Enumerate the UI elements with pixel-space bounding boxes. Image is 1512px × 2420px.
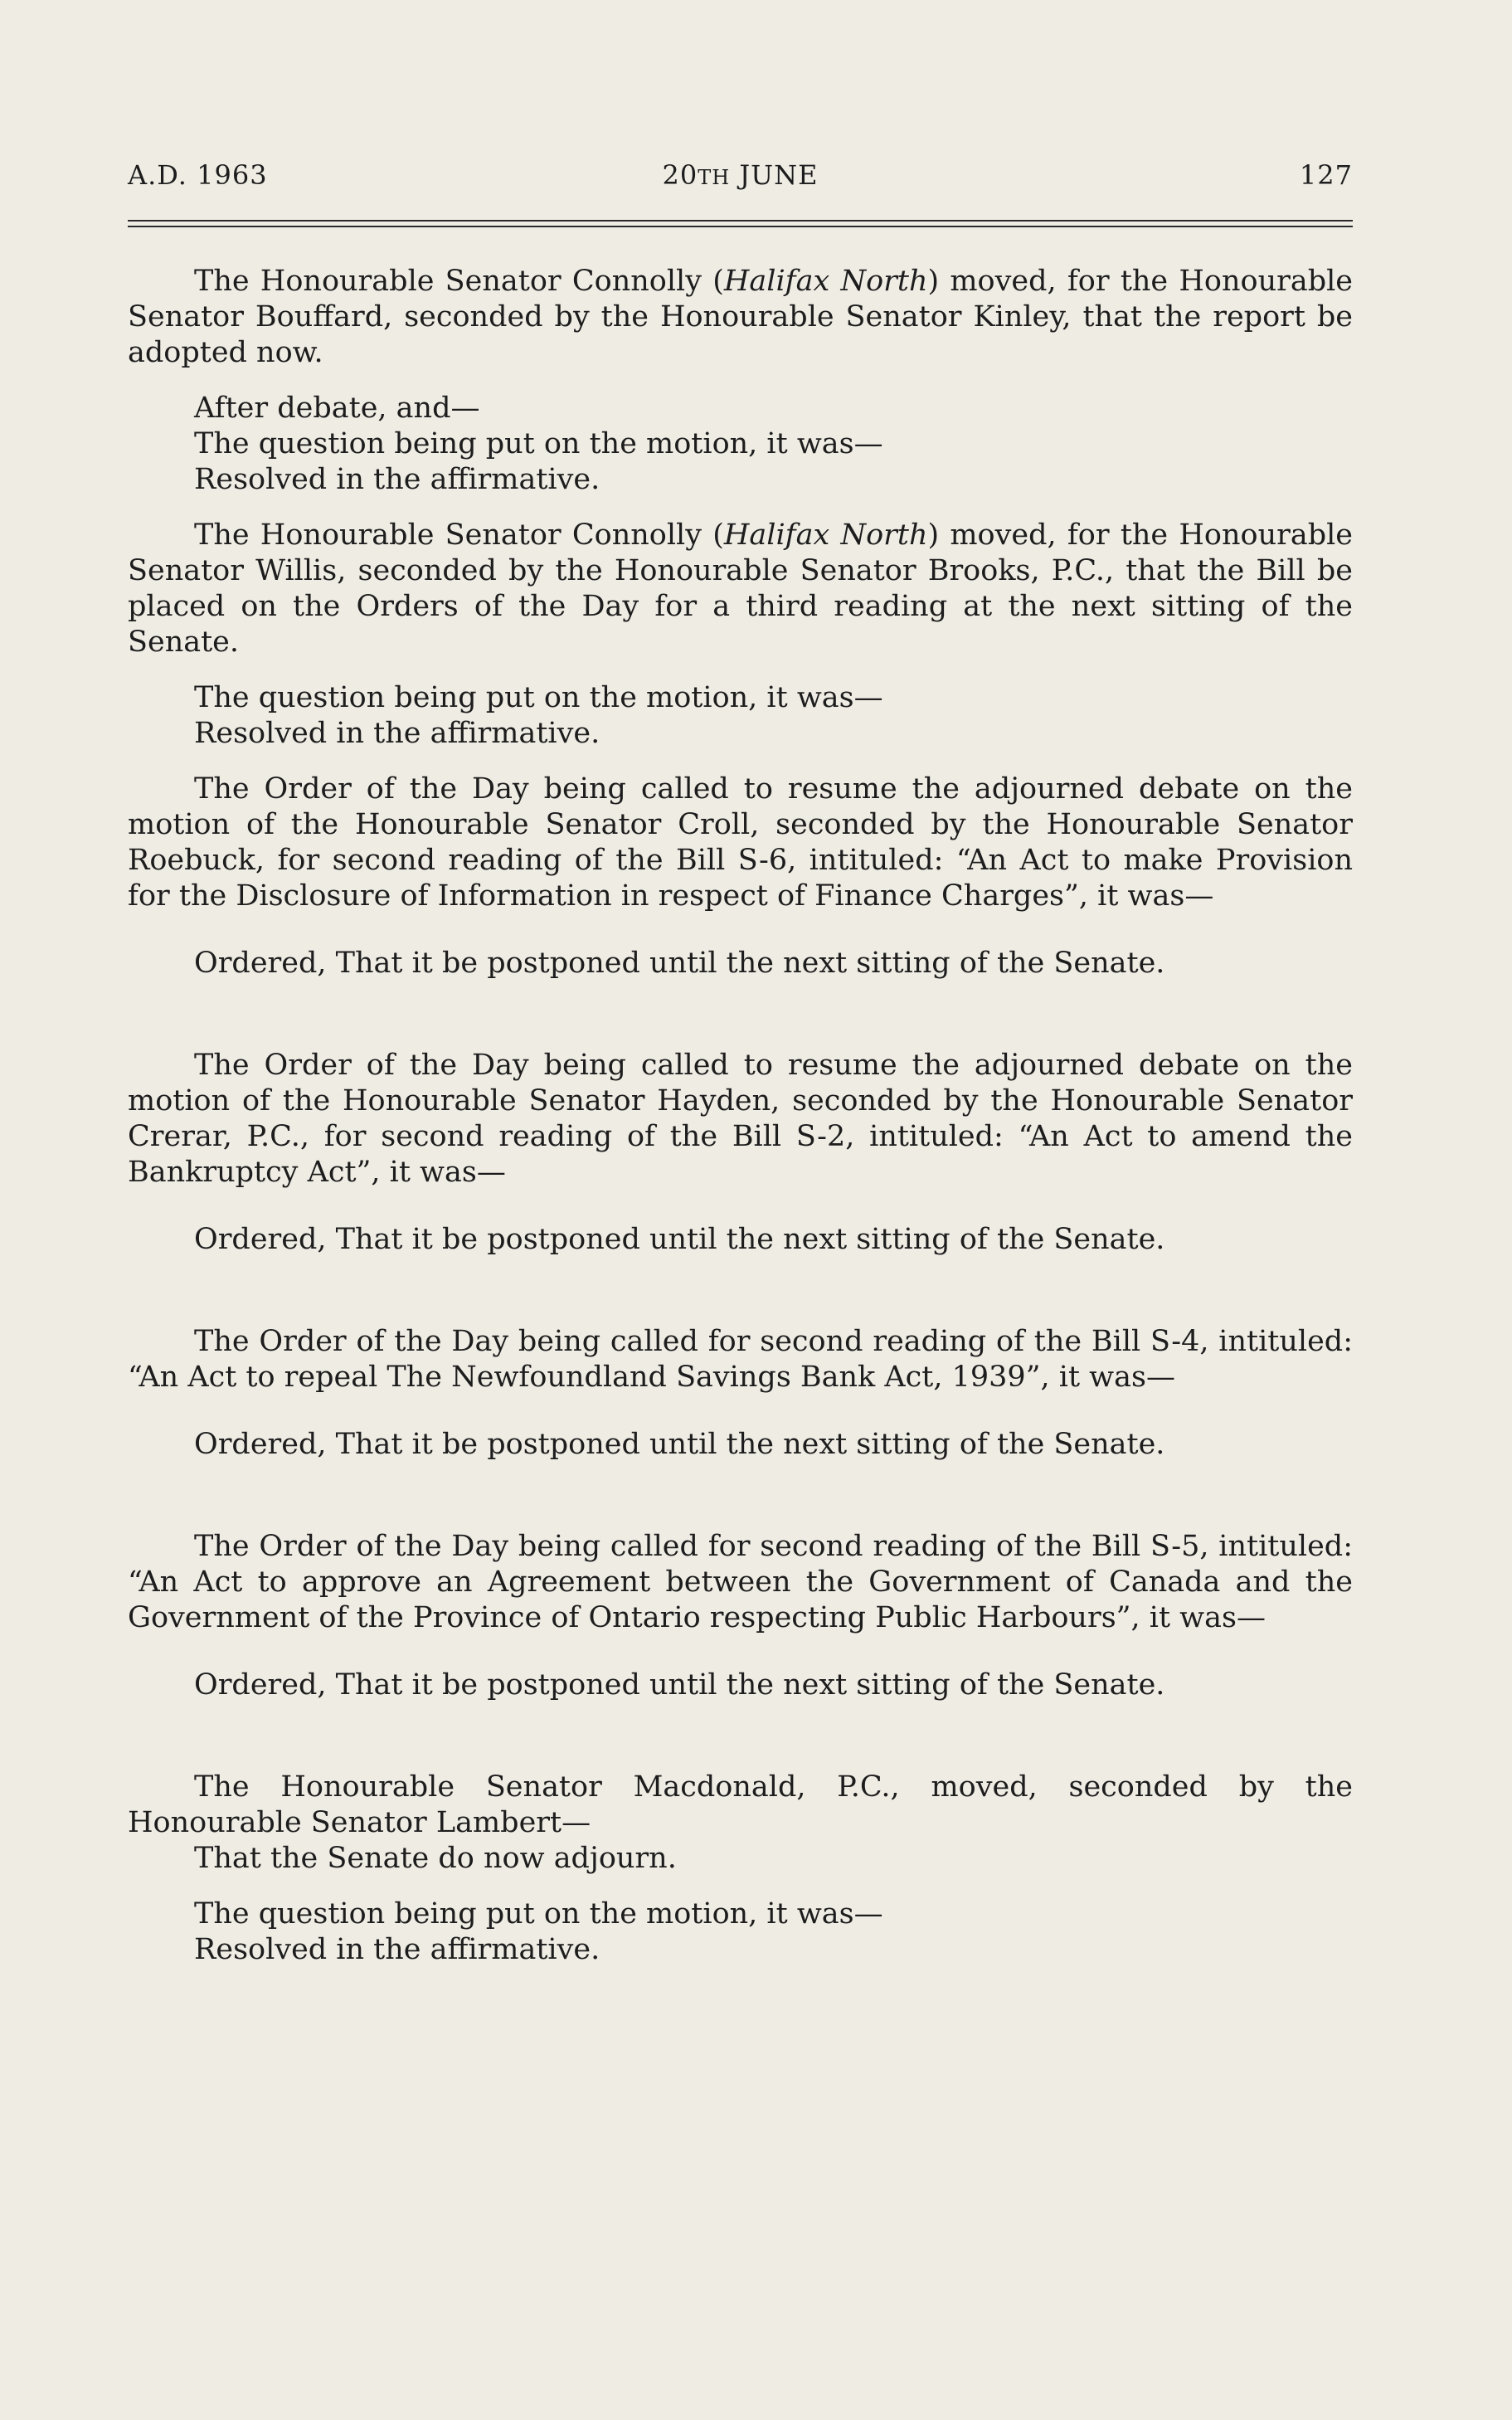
paragraph-order-bill-s2: The Order of the Day being called to resume the adjourned debate on the motion of the Honourable Senator Hayden, seconded by the Honourable Senator Crerar, P.C., for second reading of the Bill S-2, intituled: “An Act to amend the Bankruptcy Act”, it was— [128,1049,1353,1189]
paragraph-ordered-postponed: Ordered, That it be postponed until the next sitting of the Senate. [194,1668,1165,1702]
header-date: 20TH JUNE [662,159,819,191]
running-header [128,159,1353,201]
paragraph-macdonald-adjourn: The Honourable Senator Macdonald, P.C., moved, seconded by the Honourable Senator Lambert— [128,1770,1353,1839]
paragraph-order-bill-s5: The Order of the Day being called for second reading of the Bill S-5, intituled: “An Act to approve an Agreement between the Government of Canada and the Government of the Province of Ontario respecting Public Harbours”, it was— [128,1530,1353,1634]
paragraph-ordered-postponed: Ordered, That it be postponed until the next sitting of the Senate. [194,947,1165,980]
header-year: A.D. 1963 [128,159,268,191]
header-rule-top [128,220,1353,222]
paragraph-order-bill-s4: The Order of the Day being called for second reading of the Bill S-4, intituled: “An Act to repeal The Newfoundland Savings Bank Act, 1939”, it was— [128,1325,1353,1394]
paragraph-final-resolution: The question being put on the motion, it was— Resolved in the affirmative. [194,1897,883,1966]
header-rule-bottom [128,226,1353,227]
paragraph-debate-resolution: After debate, and— The question being put on the motion, it was— Resolved in the affirmative. [194,392,883,496]
paragraph-connolly-report: The Honourable Senator Connolly (Halifax North) moved, for the Honourable Senator Bouffard, seconded by the Honourable Senator Kinley, that the report be adopted now. [128,265,1354,369]
paragraph-connolly-third-reading: The Honourable Senator Connolly (Halifax North) moved, for the Honourable Senator Willis, seconded by the Honourable Senator Brooks, P.C., that the Bill be placed on the Orders of the Day for a third reading at the next sitting of the Senate. [128,519,1354,659]
journal-body [128,264,1353,1968]
paragraph-adjourn-motion: That the Senate do now adjourn. [194,1842,677,1875]
paragraph-ordered-postponed: Ordered, That it be postponed until the next sitting of the Senate. [194,1223,1165,1256]
paragraph-order-bill-s6: The Order of the Day being called to resume the adjourned debate on the motion of the Honourable Senator Croll, seconded by the Honourable Senator Roebuck, for second reading of the Bill S-6, intituled: “An Act to make Provision for the Disclosure of Information in respect of Finance Charges”, it was— [128,772,1353,913]
page-number: 127 [1299,159,1353,191]
paragraph-ordered-postponed: Ordered, That it be postponed until the next sitting of the Senate. [194,1428,1165,1461]
paragraph-question-resolved: The question being put on the motion, it was— Resolved in the affirmative. [194,681,883,750]
